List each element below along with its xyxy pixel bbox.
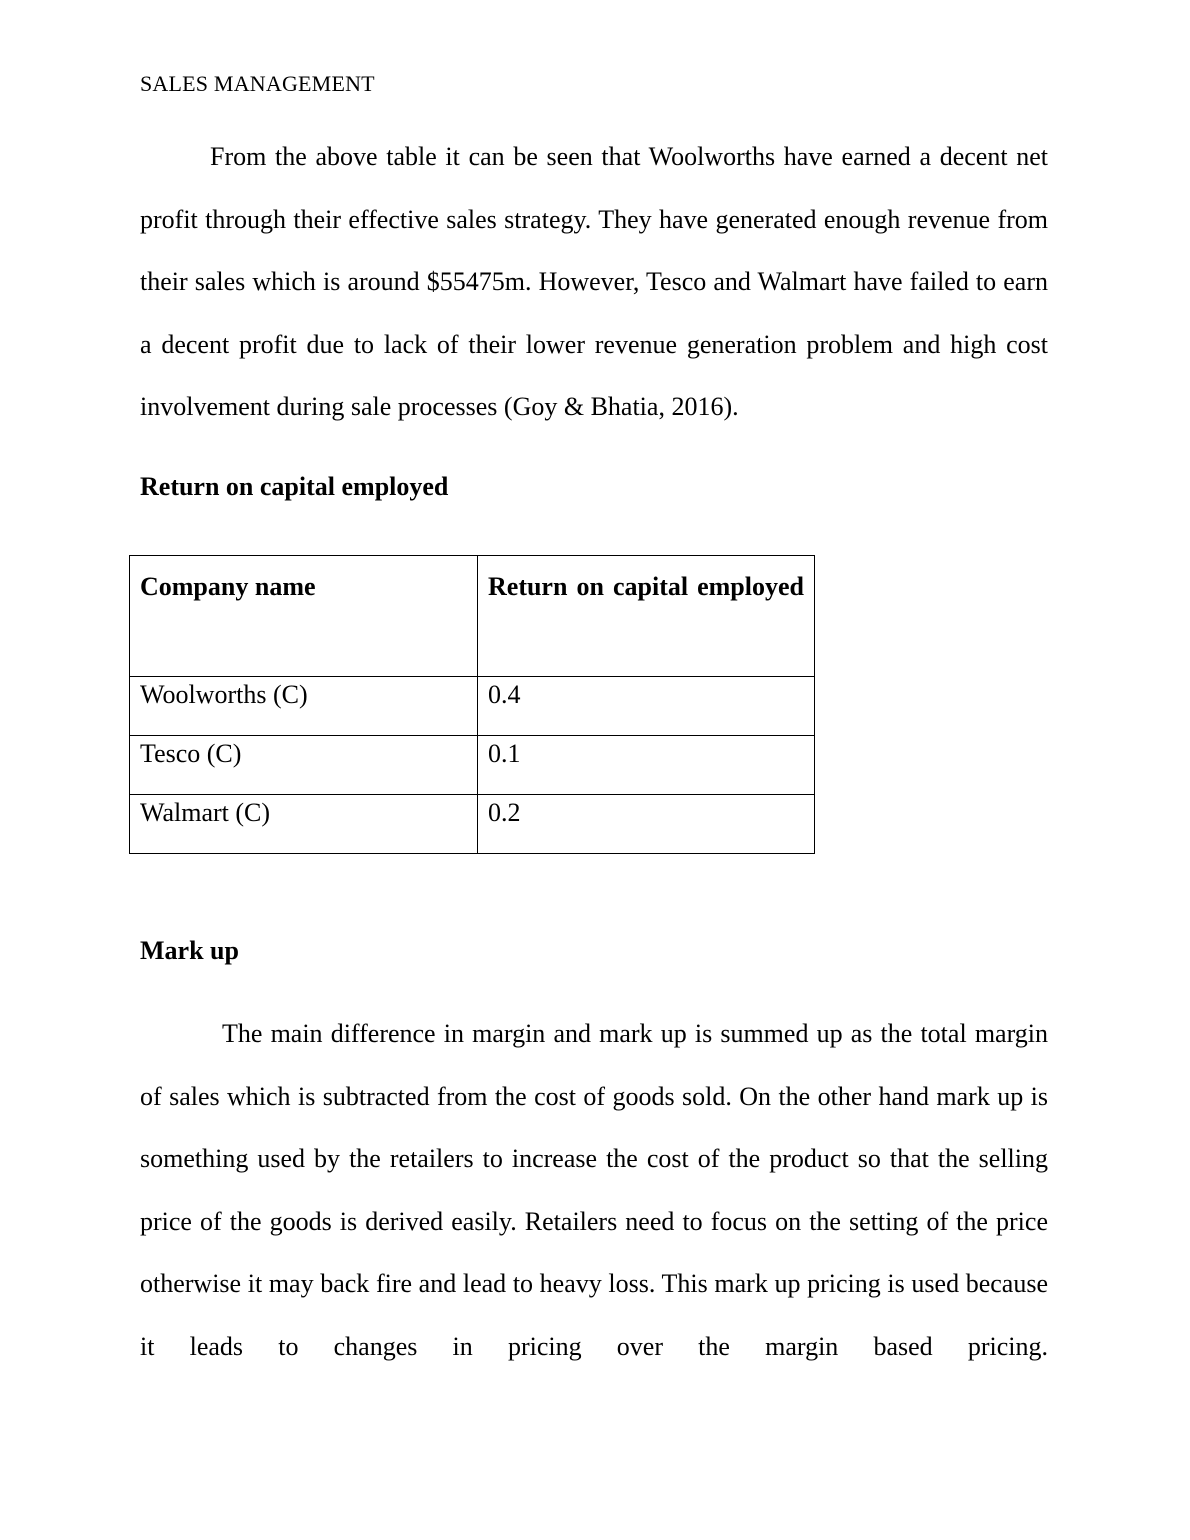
table-row xyxy=(130,736,815,795)
roce-table xyxy=(129,555,815,854)
heading-return-on-capital-employed: Return on capital employed xyxy=(140,472,449,501)
paragraph-profit-summary: From the above table it can be seen that Woolworths have earned a decent net profit through their effective sales strategy. They have generated enough revenue from their sales which is around $55475m. However, Tesco and Walmart have failed to earn a decent profit due to lack of their lower revenue generation problem and high cost involvement during sale processes (Goy & Bhatia, 2016). xyxy=(140,142,1048,421)
header-roce-text: Return on capital employed xyxy=(488,572,804,601)
cell-roce: 0.1 xyxy=(478,736,815,795)
table-header-row xyxy=(130,556,815,677)
table-row xyxy=(130,795,815,854)
cell-company: Tesco (C) xyxy=(130,736,478,795)
cell-roce: 0.4 xyxy=(478,677,815,736)
cell-roce: 0.2 xyxy=(478,795,815,854)
running-header: SALES MANAGEMENT xyxy=(140,71,375,96)
cell-company: Woolworths (C) xyxy=(130,677,478,736)
header-roce xyxy=(478,556,815,677)
cell-company: Walmart (C) xyxy=(130,795,478,854)
table-row xyxy=(130,677,815,736)
header-company-name: Company name xyxy=(130,556,478,677)
heading-mark-up: Mark up xyxy=(140,936,239,965)
paragraph-mark-up: The main difference in margin and mark up is summed up as the total margin of sales which is subtracted from the cost of goods sold. On the other hand mark up is something used by the retailers to increase the cost of the product so that the selling price of the goods is derived easily. Retailers need to focus on the setting of the price otherwise it may back fire and lead to heavy loss. This mark up pricing is used because it leads to changes in pricing over the margin based pricing. xyxy=(140,1019,1048,1361)
